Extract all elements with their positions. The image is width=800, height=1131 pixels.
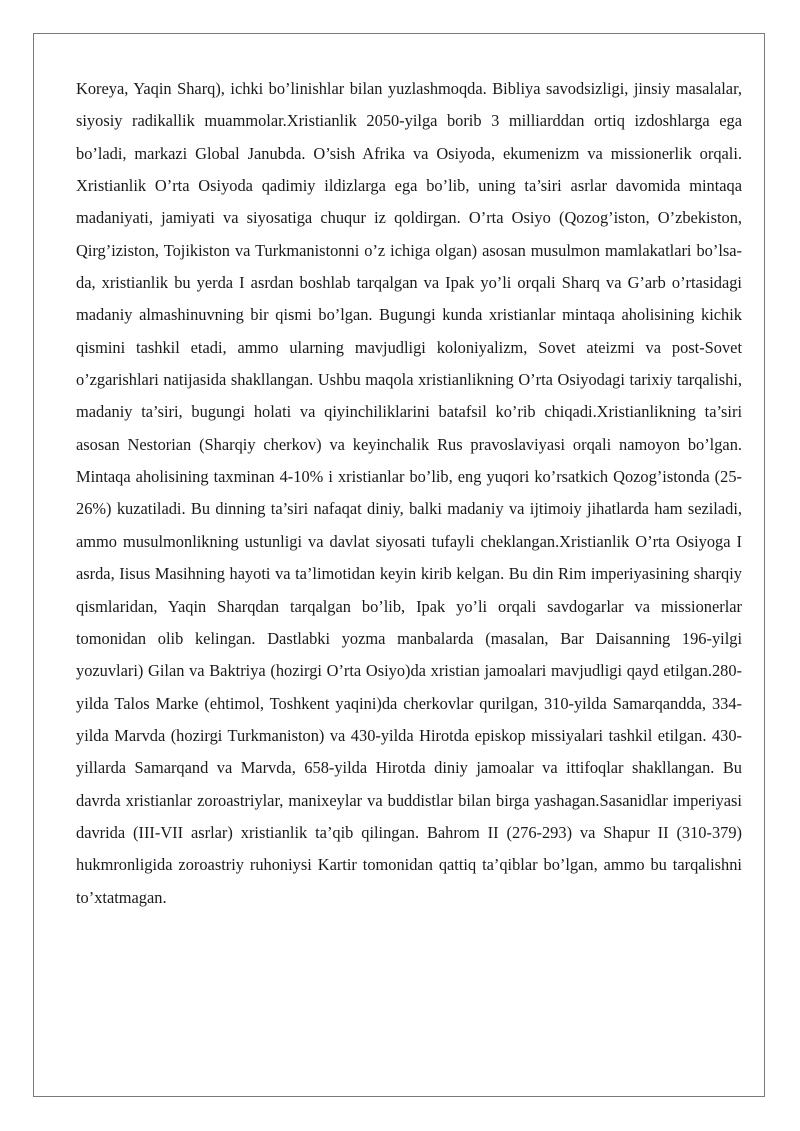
page-frame [33,33,765,1097]
body-paragraph: Koreya, Yaqin Sharq), ichki bo’linishlar bilan yuzlashmoqda. Bibliya savodsizligi, jinsiy masalalar, siyosiy radikallik muammolar.Xristianlik 2050-yilga borib 3 milliarddan ortiq izdoshlarga ega bo’ladi, markazi Global Janubda. O’sish Afrika va Osiyoda, ekumenizm va missionerlik orqali. Xristianlik O’rta Osiyoda qadimiy ildizlarga ega bo’lib, uning ta’siri asrlar davomida mintaqa madaniyati, jamiyati va siyosatiga chuqur iz qoldirgan. O’rta Osiyo (Qozog’iston, O’zbekiston, Qirg’iziston, Tojikiston va Turkmanistonni o’z ichiga olgan) asosan musulmon mamlakatlari bo’lsa-da, xristianlik bu yerda I asrdan boshlab tarqalgan va Ipak yo’li orqali Sharq va G’arb o’rtasidagi madaniy almashinuvning bir qismi bo’lgan. Bugungi kunda xristianlar mintaqa aholisining kichik qismini tashkil etadi, ammo ularning mavjudligi koloniyalizm, Sovet ateizmi va post-Sovet o’zgarishlari natijasida shakllangan. Ushbu maqola xristianlikning O’rta Osiyodagi tarixiy tarqalishi, madaniy ta’siri, bugungi holati va qiyinchiliklarini batafsil ko’rib chiqadi.Xristianlikning ta’siri asosan Nestorian (Sharqiy cherkov) va keyinchalik Rus pravoslaviyasi orqali namoyon bo’lgan. Mintaqa aholisining taxminan 4-10% i xristianlar bo’lib, eng yuqori ko’rsatkich Qozog’istonda (25-26%) kuzatiladi. Bu dinning ta’siri nafaqat diniy, balki madaniy va ijtimoiy jihatlarda ham seziladi, ammo musulmonlikning ustunligi va davlat siyosati tufayli cheklangan.Xristianlik O’rta Osiyoga I asrda, Iisus Masihning hayoti va ta’limotidan keyin kirib kelgan. Bu din Rim imperiyasining sharqiy qismlaridan, Yaqin Sharqdan tarqalgan bo’lib, Ipak yo’li orqali savdogarlar va missionerlar tomonidan olib kelingan. Dastlabki yozma manbalarda (masalan, Bar Daisanning 196-yilgi yozuvlari) Gilan va Baktriya (hozirgi O’rta Osiyo)da xristian jamoalari mavjudligi qayd etilgan.280-yilda Talos Marke (ehtimol, Toshkent yaqini)da cherkovlar qurilgan, 310-yilda Samarqandda, 334-yilda Marvda (hozirgi Turkmaniston) va 430-yilda Hirotda episkop missiyalari tashkil etilgan. 430-yillarda Samarqand va Marvda, 658-yilda Hirotda diniy jamoalar va ittifoqlar shakllangan. Bu davrda xristianlar zoroastriylar, manixeylar va buddistlar bilan birga yashagan.Sasanidlar imperiyasi davrida (III-VII asrlar) xristianlik ta’qib qilingan. Bahrom II (276-293) va Shapur II (310-379) hukmronligida zoroastriy ruhoniysi Kartir tomonidan qattiq ta’qiblar bo’lgan, ammo bu tarqalishni to’xtatmagan. [76,79,742,907]
